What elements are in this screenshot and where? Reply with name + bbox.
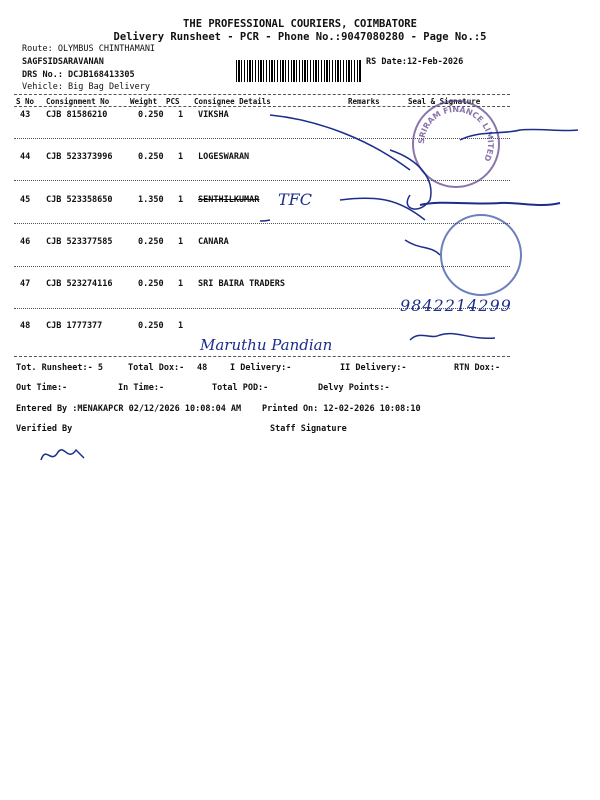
signature-scribbles (260, 100, 600, 360)
page-subtitle: Delivery Runsheet - PCR - Phone No.:9047080280 - Page No.:5 (113, 31, 487, 43)
row-weight: 0.250 (138, 279, 164, 289)
row-sno: 46 (20, 237, 31, 247)
tot-runsheet: Tot. Runsheet:- 5 (16, 363, 103, 373)
col-weight: Weight (130, 97, 158, 106)
total-dox: Total Dox:- (128, 363, 185, 373)
page-title: THE PROFESSIONAL COURIERS, COIMBATORE (183, 18, 417, 30)
row-consignee: SRI BAIRA TRADERS (198, 279, 285, 289)
row-cno: CJB 523358650 (46, 195, 113, 205)
handwritten-name: Maruthu Pandian (200, 336, 333, 354)
entered-by: Entered By :MENAKAPCR 02/12/2026 10:08:04 AM (16, 404, 242, 414)
svg-text:SRIRAM FINANCE LIMITED: SRIRAM FINANCE LIMITED (416, 104, 496, 163)
col-consignee: Consignee Details (194, 97, 271, 106)
col-seal: Seal & Signature (408, 97, 481, 106)
row-cno: CJB 81586210 (46, 110, 108, 120)
rtn-dox: RTN Dox:- (454, 363, 501, 373)
row-sno: 45 (20, 195, 31, 205)
rs-date: RS Date:12-Feb-2026 (366, 57, 464, 67)
verified-signature (36, 440, 96, 475)
row-consignee: SENTHILKUMAR (198, 195, 260, 205)
drs-label: DRS No.: DCJB168413305 (22, 70, 135, 80)
staff-label: SAGFSIDSARAVANAN (22, 57, 104, 67)
vehicle-label: Vehicle: Big Bag Delivery (22, 82, 150, 92)
row-cno: CJB 523377585 (46, 237, 113, 247)
row-sno: 48 (20, 321, 31, 331)
barcode (236, 60, 362, 82)
total-pod: Total POD:- (212, 383, 269, 393)
row-cno: CJB 1777377 (46, 321, 103, 331)
total-dox-val: 48 (197, 363, 208, 373)
i-delivery: I Delivery:- (230, 363, 292, 373)
out-time: Out Time:- (16, 383, 68, 393)
row-consignee: VIKSHA (198, 110, 229, 120)
row-cno: CJB 523274116 (46, 279, 113, 289)
row-pcs: 1 (178, 152, 184, 162)
row-weight: 0.250 (138, 152, 164, 162)
row-sno: 43 (20, 110, 31, 120)
col-sno: S No (16, 97, 35, 106)
in-time: In Time:- (118, 383, 165, 393)
verified-by: Verified By (16, 424, 73, 434)
route-label: Route: OLYMBUS CHINTHAMANI (22, 44, 156, 54)
row-weight: 0.250 (138, 110, 164, 120)
col-consignment: Consignment No (46, 97, 110, 106)
row-pcs: 1 (178, 279, 184, 289)
row-weight: 0.250 (138, 321, 164, 331)
row-weight: 1.350 (138, 195, 164, 205)
handwritten-tfc: TFC (278, 190, 313, 209)
row-weight: 0.250 (138, 237, 164, 247)
ii-delivery: II Delivery:- (340, 363, 407, 373)
row-pcs: 1 (178, 321, 184, 331)
row-consignee: LOGESWARAN (198, 152, 250, 162)
row-sno: 47 (20, 279, 31, 289)
delvy-points: Delvy Points:- (318, 383, 390, 393)
col-remarks: Remarks (348, 97, 380, 106)
row-pcs: 1 (178, 237, 184, 247)
row-pcs: 1 (178, 110, 184, 120)
row-consignee: CANARA (198, 237, 229, 247)
staff-signature: Staff Signature (270, 424, 347, 434)
handwritten-phone: 9842214299 (400, 296, 512, 315)
row-sno: 44 (20, 152, 31, 162)
row-pcs: 1 (178, 195, 184, 205)
col-pcs: PCS (166, 97, 180, 106)
row-cno: CJB 523373996 (46, 152, 113, 162)
printed-on: Printed On: 12-02-2026 10:08:10 (262, 404, 421, 414)
